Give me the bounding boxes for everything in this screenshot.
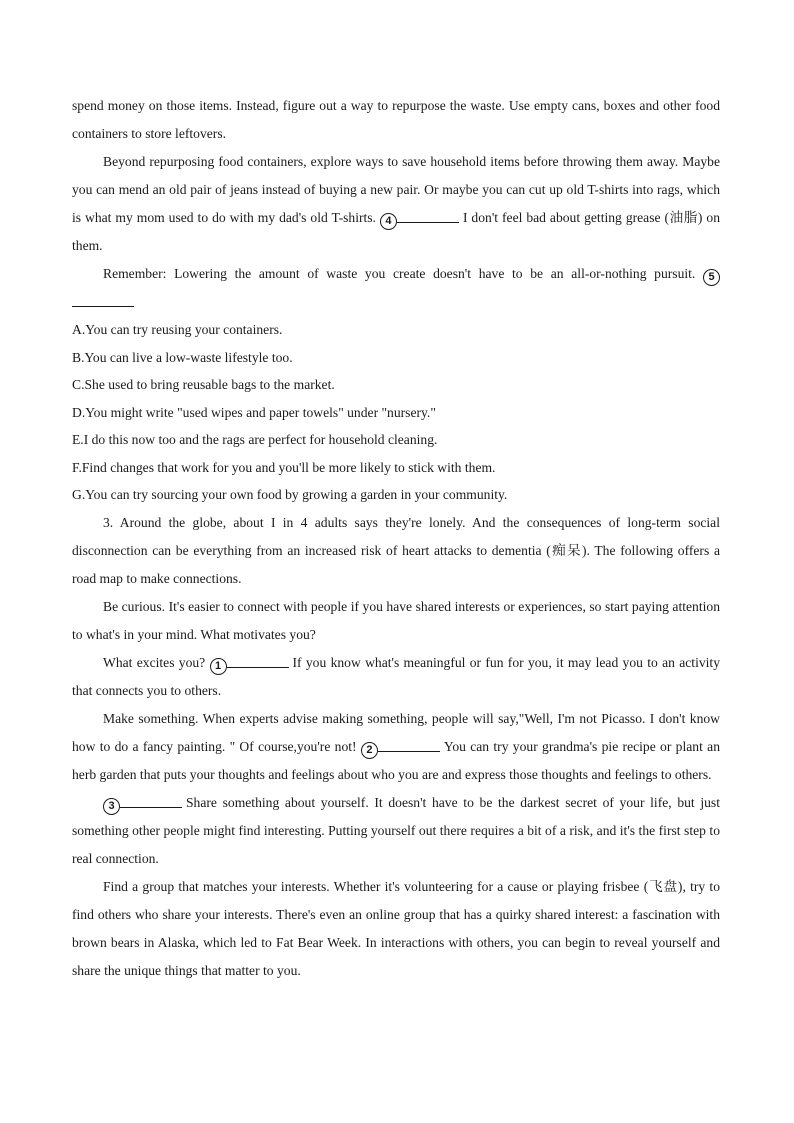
blank-number-3: 3 — [103, 798, 120, 815]
paragraph-what-excites-after: If you know what's meaningful or fun for you, it may lead you to an activity that connects you to others. — [72, 654, 721, 698]
option-g: G.You can try sourcing your own food by growing a garden in your community. — [72, 487, 508, 502]
answer-blank-3[interactable] — [120, 794, 182, 808]
answer-blank-5[interactable] — [72, 293, 134, 307]
paragraph-make-something — [72, 705, 720, 789]
paragraph-household-items — [72, 148, 720, 260]
option-d: D.You might write "used wipes and paper towels" under "nursery." — [72, 404, 436, 420]
paragraph-share-something — [72, 789, 720, 873]
paragraph-find-group: Find a group that matches your interests. Whether it's volunteering for a cause or playing frisbee (飞盘), try to find others who share your interests. There's even an online group that has a quirky shared interest: a fascination with brown bears in Alaska, which led to Fat Bear Week. In interactions with others, you can begin to reveal yourself and share the unique things that matter to you. — [72, 878, 720, 978]
blank-number-2: 2 — [361, 742, 378, 759]
paragraph-be-curious: Be curious. It's easier to connect with people if you have shared interests or experiences, so start paying attention to what's in your mind. What motivates you? — [72, 598, 720, 642]
blank-number-1: 1 — [210, 658, 227, 675]
paragraph-make-something-after: You can try your grandma's pie recipe or plant an herb garden that puts your thoughts and feelings about who you are and express those thoughts and feelings to others. — [72, 738, 720, 782]
paragraph-repurpose-waste: spend money on those items. Instead, figure out a way to repurpose the waste. Use empty cans, boxes and other food containers to store leftovers. — [72, 98, 720, 141]
paragraph-household-items-after: I don't feel bad about getting grease (油脂) on them. — [72, 210, 720, 253]
answer-blank-2[interactable] — [378, 738, 440, 752]
option-e: E.I do this now too and the rags are perfect for household cleaning. — [72, 432, 438, 447]
paragraph-remember-text: Remember: Lowering the amount of waste you create doesn't have to be an all-or-nothing pursuit. — [103, 266, 696, 281]
paragraph-what-excites — [72, 649, 720, 705]
paragraph-what-excites-before: What excites you? — [103, 654, 206, 670]
paragraph-share-something-after: Share something about yourself. It doesn't have to be the darkest secret of your life, but just something other people might find interesting. Putting yourself out there requires a bit of a risk, and it's the first step to real connection. — [72, 794, 720, 866]
paragraph-household-items-text: Beyond repurposing food containers, explore ways to save household items before throwing them away. Maybe you can mend an old pair of jeans instead of buying a new pair. Or maybe you can cut up old T-shirts into rags, which is what my mom used to do with my dad's old T-shirts. — [72, 154, 720, 225]
options-list — [72, 316, 720, 509]
paragraph-remember — [72, 260, 720, 316]
answer-blank-1[interactable] — [227, 654, 289, 668]
option-c: C.She used to bring reusable bags to the market. — [72, 377, 335, 392]
paragraph-intro-lonely: 3. Around the globe, about I in 4 adults says they're lonely. And the consequences of long-term social disconnection can be everything from an increased risk of heart attacks to dementia (痴呆). The following offers a road map to make connections. — [72, 514, 720, 586]
paragraph-make-something-before: Make something. When experts advise making something, people will say,"Well, I'm not Picasso. I don't know how to do a fancy painting. " Of course,you're not! — [72, 710, 720, 754]
blank-number-5: 5 — [703, 269, 720, 286]
option-a: A.You can try reusing your containers. — [72, 322, 283, 337]
blank-number-4: 4 — [380, 213, 397, 230]
answer-blank-4[interactable] — [397, 209, 459, 223]
document-page — [72, 92, 720, 985]
option-b: B.You can live a low-waste lifestyle too. — [72, 349, 293, 365]
option-f: F.Find changes that work for you and you'll be more likely to stick with them. — [72, 459, 496, 475]
